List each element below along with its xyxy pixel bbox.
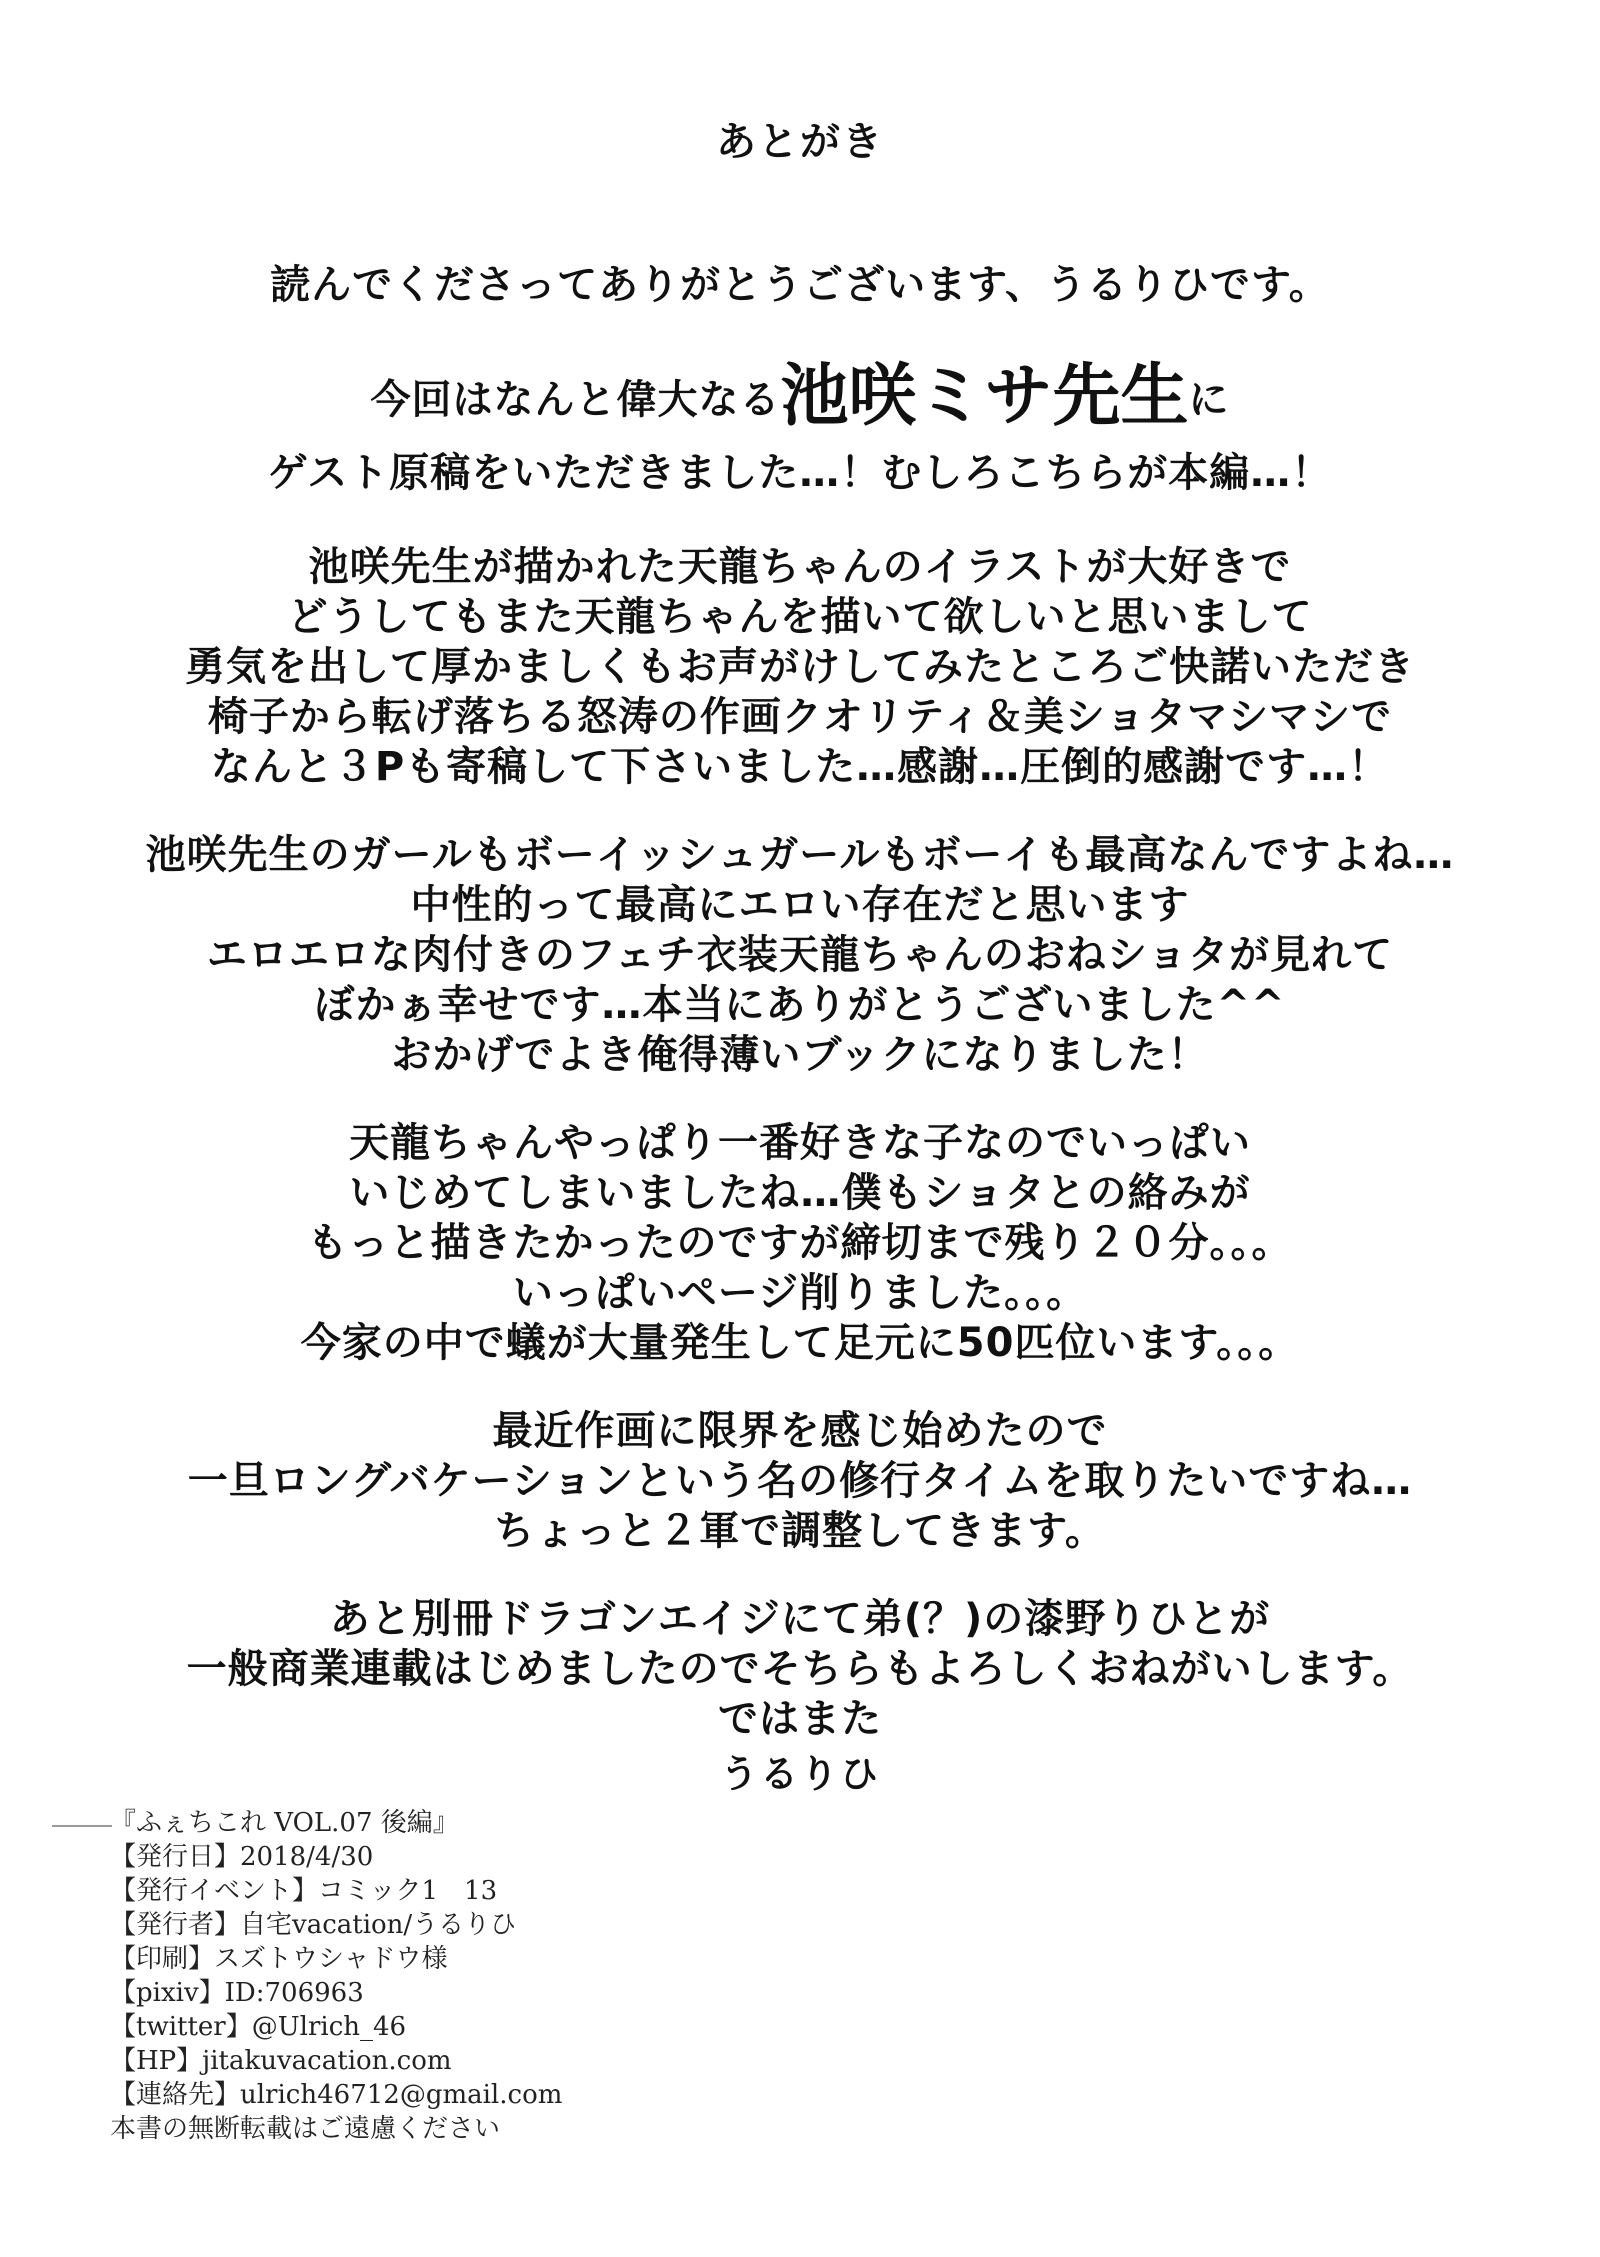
guest-author-name: 池咲ミサ先生	[780, 357, 1189, 436]
paragraph-line: いっぱいページ削りました。。。	[512, 1270, 1088, 1316]
paragraph-line: あと別冊ドラゴンエイジにて弟(？)の漆野りひとが	[329, 1596, 1271, 1642]
greeting-line: 読んでくださってありがとうございます、うるりひです。	[270, 262, 1330, 308]
guest-line-2: ゲスト原稿をいただきました…！むしろこちらが本編…！	[267, 450, 1333, 496]
colophon-row: 【HP】jitakuvacation.com	[110, 2046, 452, 2076]
colophon-row: 【印刷】スズトウシャドウ様	[110, 1944, 448, 1974]
paragraph-line: エロエロな肉付きのフェチ衣装天龍ちゃんのおねショタが見れて	[206, 932, 1394, 978]
colophon-row: 【発行者】自宅vacation/うるりひ	[110, 1910, 517, 1940]
paragraph-line: ではまた	[718, 1696, 882, 1742]
paragraph-line: いじめてしまいましたね…僕もショタとの絡みが	[349, 1170, 1251, 1216]
paragraph-line: 天龍ちゃんやっぱり一番好きな子なのでいっぱい	[349, 1120, 1251, 1166]
colophon-row: 【発行イベント】コミック1 13	[110, 1876, 498, 1906]
paragraph-line: 椅子から転げ落ちる怒涛の作画クオリティ＆美ショタマシマシで	[207, 694, 1393, 740]
paragraph-line: もっと描きたかったのですが締切まで残り２０分。。。	[307, 1220, 1293, 1266]
colophon-row: 【連絡先】ulrich46712@gmail.com	[110, 2080, 563, 2110]
colophon-book-title: 『ふぇちこれ VOL.07 後編』	[110, 1808, 459, 1838]
colophon	[110, 1806, 562, 2146]
paragraph-line: 池咲先生が描かれた天龍ちゃんのイラストが大好きで	[308, 544, 1292, 590]
paragraph-line: 今家の中で蟻が大量発生して足元に50匹位います。。。	[300, 1320, 1300, 1366]
paragraph-line: ちょっと２軍で調整してきます。	[494, 1508, 1106, 1554]
paragraph-line: どうしてもまた天龍ちゃんを描いて欲しいと思いまして	[287, 594, 1313, 640]
guest-prefix: 今回はなんと偉大なる	[370, 377, 781, 423]
paragraph-line: 勇気を出して厚かましくもお声がけしてみたところご快諾いただき	[185, 644, 1415, 690]
guest-suffix: に	[1188, 377, 1230, 423]
paragraph-line: 中性的って最高にエロい存在だと思います	[410, 882, 1190, 928]
colophon-notice: 本書の無断転載はご遠慮ください	[110, 2114, 501, 2144]
paragraph-line: 最近作画に限界を感じ始めたので	[492, 1408, 1108, 1454]
paragraph-line: 一般商業連載はじめましたのでそちらもよろしくおねがいします。	[186, 1646, 1414, 1692]
guest-line	[0, 357, 1600, 436]
paragraph-line: なんと３Pも寄稿して下さいました…感謝…圧倒的感謝です…！	[210, 744, 1390, 790]
colophon-row: 【twitter】@Ulrich_46	[110, 2012, 407, 2042]
paragraph-line: 池咲先生のガールもボーイッシュガールもボーイも最高なんですよね…	[145, 832, 1455, 878]
paragraph-line: おかげでよき俺得薄いブックになりました！	[391, 1032, 1209, 1078]
colophon-row: 【pixiv】ID:706963	[110, 1978, 364, 2008]
paragraph-line: 一旦ロングバケーションという名の修行タイムを取りたいですね…	[187, 1458, 1413, 1504]
paragraph-line: ぼかぁ幸せです…本当にありがとうございました^^	[314, 982, 1286, 1028]
author-signature: うるりひ	[719, 1752, 880, 1796]
colophon-rule	[52, 1825, 112, 1827]
afterword-title: あとがき	[716, 119, 884, 165]
colophon-row: 【発行日】2018/4/30	[110, 1842, 374, 1872]
